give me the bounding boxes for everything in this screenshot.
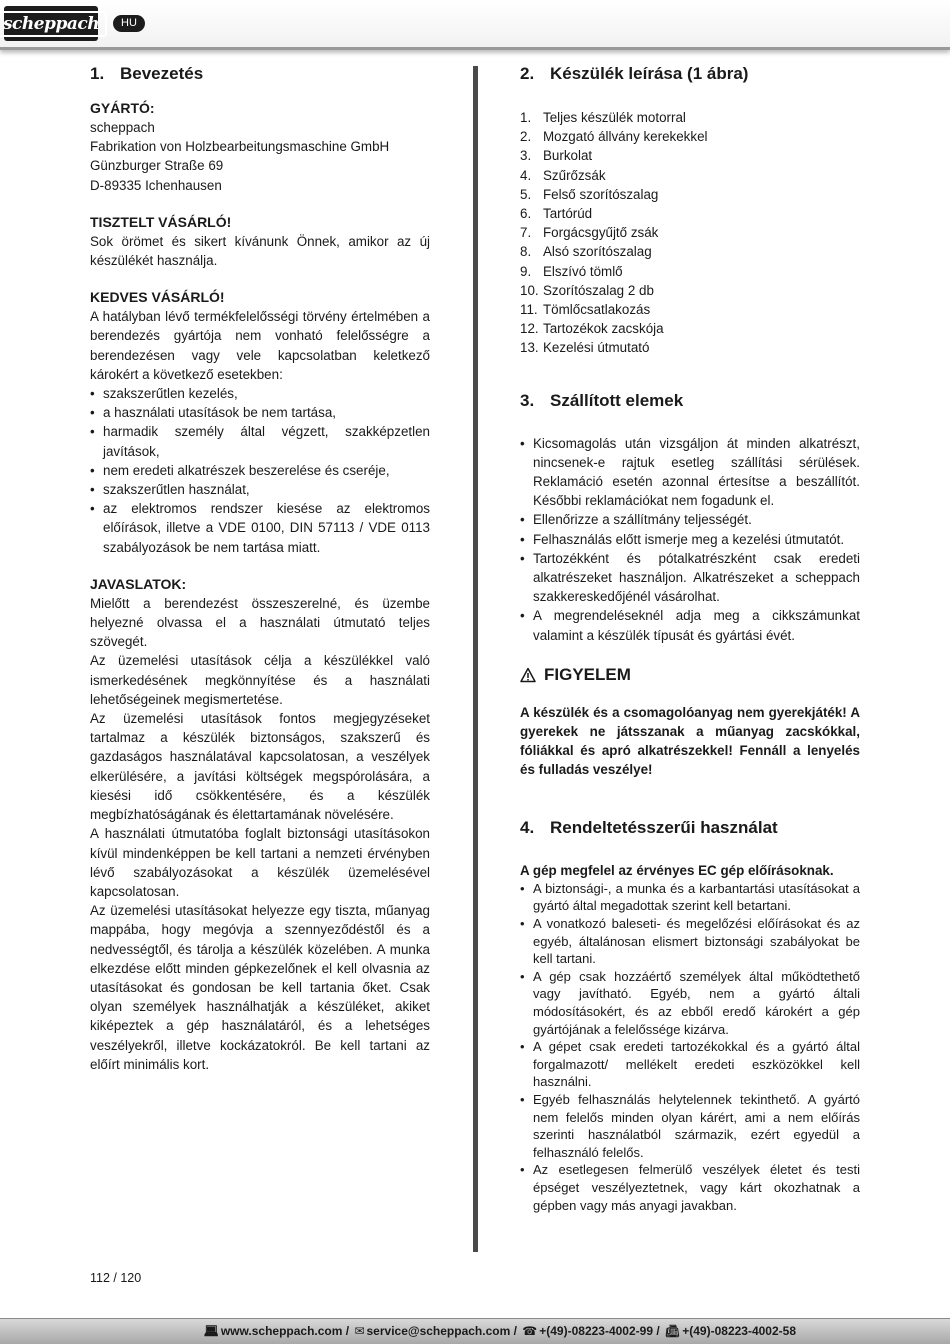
delivery-list: [520, 434, 860, 645]
recommendation-paragraph: Az üzemelési utasítások célja a készülékkel való ismerkedésének megkönnyítése és a használati lehetőségeinek megismertetése.: [90, 653, 430, 707]
list-item: 5. Felső szorítószalag: [520, 186, 659, 202]
manufacturer-heading: GYÁRTÓ:: [90, 100, 155, 116]
footer-bar: [0, 1318, 950, 1344]
recommendations-heading: JAVASLATOK:: [90, 575, 187, 592]
list-item: • A gépet csak eredeti tartozékokkal és a gyártó által forgalmazott/ mellékelt eredeti eszközökkel kell használni.: [520, 1038, 860, 1091]
warning-title: FIGYELEM: [520, 663, 860, 687]
list-item: 2. Mozgató állvány kerekekkel: [520, 129, 708, 145]
list-item: • Felhasználás előtt ismerje meg a kezelési útmutatót.: [520, 530, 860, 549]
email-link[interactable]: service@scheppach.com /: [366, 1324, 517, 1338]
list-item: • A biztonsági-, a munka és a karbantartási utasításokat a gyártó által megadottak szerint kell betartani.: [520, 880, 860, 915]
manufacturer-line: Fabrikation von Holzbearbeitungsmaschine GmbH: [90, 139, 390, 155]
phone-number: +(49)-08223-4002-99 /: [539, 1324, 660, 1338]
list-item: 13. Kezelési útmutató: [520, 340, 650, 356]
list-item: 3. Burkolat: [520, 148, 593, 164]
list-item: • Kicsomagolás után vizsgáljon át minden alkatrészt, nincsenek-e rajtuk esetleg szállítási sérülések. Reklamáció esetén azonnal értesítse a beszállítót. Későbbi reklamációkat nem fogadunk el.: [520, 434, 860, 511]
section-3-title: 3. Szállított elemek: [520, 390, 684, 410]
list-item: 4. Szűrőzsák: [520, 167, 606, 183]
parts-list: [520, 108, 860, 358]
header-bar: [0, 0, 950, 50]
dear-customer-heading-1: TISZTELT VÁSÁRLÓ!: [90, 213, 232, 230]
scheppach-logo: [4, 6, 98, 41]
list-item: • az elektromos rendszer kiesése az elektromos előírások, illetve a VDE 0100, DIN 57113 / VDE 0113 szabályozások be nem tartása miatt.: [90, 499, 430, 557]
list-item: 6. Tartórúd: [520, 206, 593, 222]
list-item: • Az esetlegesen felmerülő veszélyek életet és testi épséget veszélyeztetnek, vagy kárt okozhatnak a gépben vagy más anyagi javakban.: [520, 1161, 860, 1214]
warning-triangle-icon: [520, 667, 536, 683]
left-column: [90, 62, 430, 1074]
list-item: • Tartozékként és pótalkatrészként csak eredeti alkatrészeket használjon. Alkatrészeket a scheppach szakkereskedőjénél vásárolhat.: [520, 549, 860, 607]
column-divider: [473, 66, 478, 1252]
list-item: 10. Szorítószalag 2 db: [520, 282, 654, 298]
recommendation-paragraph: Az üzemelési utasítások fontos megjegyzéseket tartalmaz a készülék biztonságos, szakszerű és gazdaságos használatával kapcsolatosan, a veszélyek elkerülésére, a javítási költségek megspórolására, a kiesési idő csökkentésére, és a készülék megbízhatóságának és élettartamának növelésére.: [90, 711, 430, 823]
manufacturer-line: scheppach: [90, 120, 155, 135]
computer-icon: 💻︎: [203, 1324, 219, 1338]
list-item: • Ellenőrizze a szállítmány teljességét.: [520, 510, 860, 529]
fax-number: +(49)-08223-4002-58: [682, 1324, 796, 1338]
list-item: • szakszerűtlen használat,: [90, 480, 430, 499]
list-item: • A megrendeléseknél adja meg a cikkszámunkat valamint a készülék típusát és gyártási évét.: [520, 606, 860, 644]
footer-contacts: [202, 1324, 796, 1338]
right-column: [520, 62, 860, 1214]
liability-list: [90, 384, 430, 557]
language-badge: HU: [113, 15, 145, 32]
warning-text: A készülék és a csomagolóanyag nem gyerekjáték! A gyerekek ne játsszanak a műanyag zacskókkal, fóliákkal és apró alkatrészekkel! Fennáll a lenyelés és fulladás veszélye!: [520, 704, 860, 778]
list-item: • a használati utasítások be nem tartása,: [90, 403, 430, 422]
list-item: 8. Alsó szorítószalag: [520, 244, 652, 260]
manufacturer-line: D-89335 Ichenhausen: [90, 177, 222, 193]
intended-use-list: [520, 880, 860, 1214]
section-2-title: 2. Készülék leírása (1 ábra): [520, 64, 749, 83]
logo-text: scheppach: [0, 11, 107, 37]
dear-customer-heading-2: KEDVES VÁSÁRLÓ!: [90, 289, 225, 306]
list-item: 12. Tartozékok zacskója: [520, 321, 664, 337]
mail-icon: ✉︎: [354, 1324, 365, 1338]
intended-use-lead: A gép megfelel az érvényes EC gép előírásoknak.: [520, 862, 834, 878]
phone-icon: ☎: [522, 1324, 538, 1338]
list-item: • A vonatkozó baleseti- és megelőzési előírásokat és az egyéb, általánosan elismert biztonsági szabályokat be kell tartani.: [520, 915, 860, 968]
recommendation-paragraph: Az üzemelési utasításokat helyezze egy tiszta, műanyag mappába, hogy megóvja a szennyeződéstől és a nedvességtől, és tárolja a készülék közelében. A munka elkezdése előtt minden gépkezelőnek el kell olvasnia az utasításokat és gondosan be kell tartania őket. Csak olyan személyek használhatják a készüléket, akiket kiképeztek a gép használatáról, és a lehetséges veszélyekről, illetve kockázatokról. Be kell tartani az előírt minimális kort.: [90, 903, 430, 1072]
section-1-title: 1. Bevezetés: [90, 64, 204, 83]
list-item: 7. Forgácsgyűjtő zsák: [520, 225, 659, 241]
liability-text: A hatályban lévő termékfelelősségi törvény értelmében a berendezés gyártója nem vonható felelősségre a berendezésen vagy vele kapcsolatban keletkező károkért a következő esetekben:: [90, 309, 430, 382]
section-4-title: 4. Rendeltetésszerűi használat: [520, 817, 778, 837]
list-item: 1. Teljes készülék motorral: [520, 110, 686, 125]
list-item: • Egyéb felhasználás helytelennek tekinthető. A gyártó nem felelős minden olyan kárért, ami a nem előírás szerinti használatból származik, ezért egyedül a felhasználó felelős.: [520, 1091, 860, 1161]
fax-icon: 📠︎: [665, 1324, 681, 1338]
list-item: 11. Tömlőcsatlakozás: [520, 302, 651, 318]
list-item: 9. Elszívó tömlő: [520, 263, 623, 279]
recommendation-paragraph: Mielőtt a berendezést összeszerelné, és üzembe helyezné olvassa el a használati útmutató teljes szövegét.: [90, 595, 430, 650]
dear-customer-text-1: Sok örömet és sikert kívánunk Önnek, amikor az új készülékét használja.: [90, 233, 430, 269]
list-item: • A gép csak hozzáértő személyek által működtethető vagy javítható. Egyéb, nem a gyártó általi módosításokért, és az ebből eredő károkért a gép gyártójának a felelőssége kizárva.: [520, 968, 860, 1038]
page-number: 112 / 120: [90, 1271, 142, 1285]
list-item: • harmadik személy által végzett, szakképzetlen javítások,: [90, 422, 430, 460]
list-item: • szakszerűtlen kezelés,: [90, 384, 430, 403]
recommendation-paragraph: A használati útmutatóba foglalt biztonsági utasításokon kívül mindenképpen be kell tartani a nemzeti érvényben lévő szabályozásokat a készülék üzemelésével kapcsolatosan.: [90, 826, 430, 899]
manufacturer-line: Günzburger Straße 69: [90, 158, 224, 174]
website-link[interactable]: www.scheppach.com /: [220, 1324, 350, 1338]
list-item: • nem eredeti alkatrészek beszerelése és cseréje,: [90, 461, 430, 480]
